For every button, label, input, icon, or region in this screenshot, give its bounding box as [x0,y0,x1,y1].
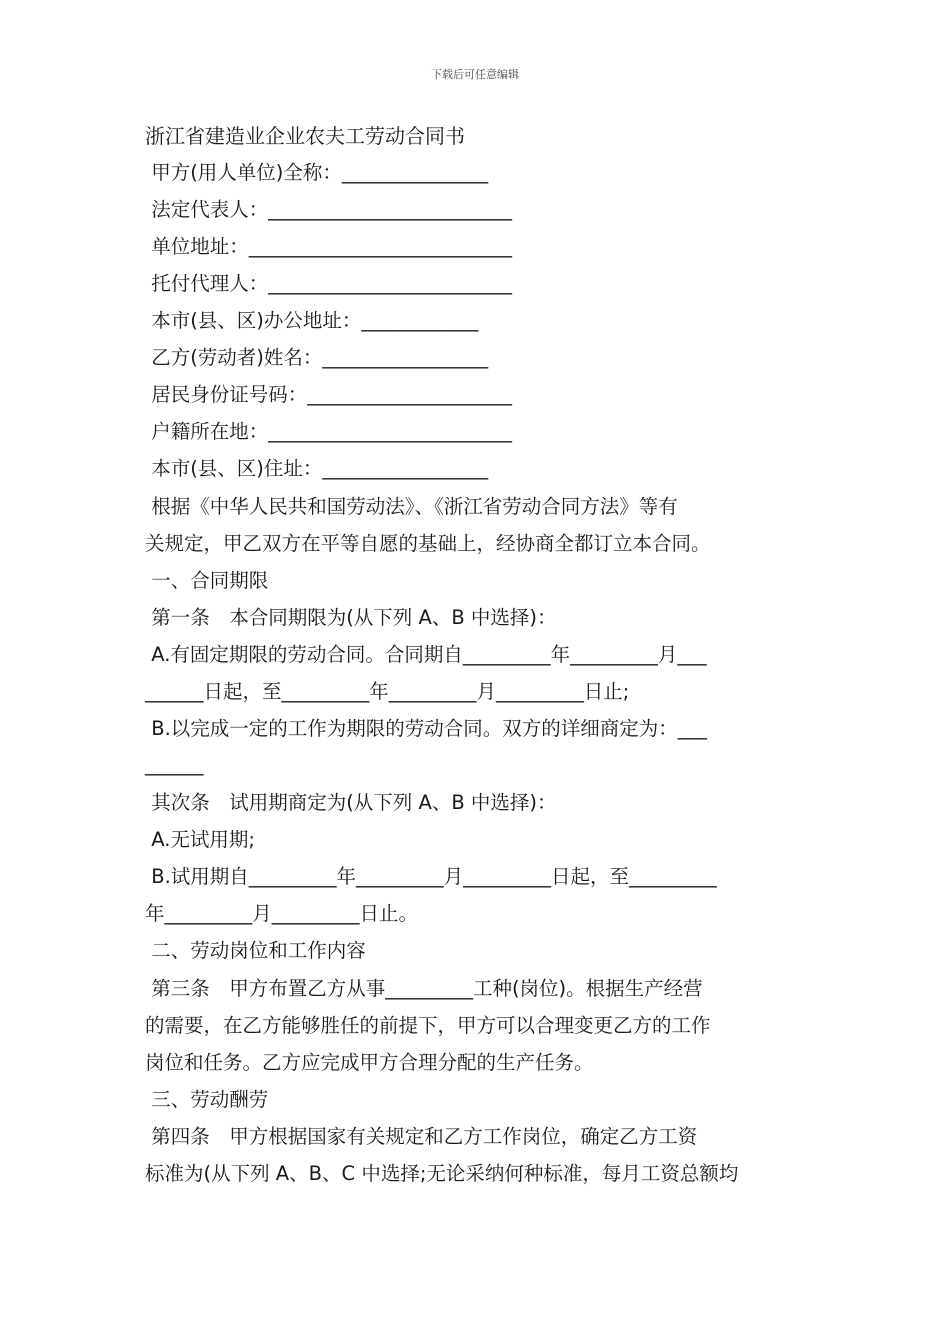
paragraph-line: A.无试用期; [145,828,255,851]
section-heading: 一、合同期限 [145,569,269,592]
article-line: 其次条 试用期商定为(从下列 A、B 中选择)： [145,791,557,814]
field-household-registration: 户籍所在地：_________________________ [145,420,512,443]
paragraph-line: 的需要，在乙方能够胜任的前提下，甲方可以合理变更乙方的工作 [145,1014,711,1037]
document-title: 浙江省建造业企业农夫工劳动合同书 [145,124,465,148]
field-agent: 托付代理人：_________________________ [145,272,512,295]
paragraph-line: B.试用期自_________年_________月_________日起，至_________ [145,865,717,888]
field-id-number: 居民身份证号码：_____________________ [145,383,512,406]
paragraph-line: 岗位和任务。乙方应完成甲方合理分配的生产任务。 [145,1051,594,1074]
section-heading: 二、劳动岗位和工作内容 [145,939,366,962]
paragraph-line: A.有固定期限的劳动合同。合同期自_________年_________月___ [145,643,707,666]
article-line: 第四条 甲方根据国家有关规定和乙方工作岗位，确定乙方工资 [145,1125,698,1148]
field-legal-representative: 法定代表人：_________________________ [145,198,512,221]
field-office-address: 本市(县、区)办公地址：____________ [145,309,479,332]
article-line: 第一条 本合同期限为(从下列 A、B 中选择)： [145,606,557,629]
field-worker-name: 乙方(劳动者)姓名：_________________ [145,346,489,369]
page-header-note: 下载后可任意编辑 [431,68,519,81]
field-unit-address: 单位地址：___________________________ [145,235,512,258]
paragraph-line: ______日起，至_________年_________月_________日止; [145,680,630,703]
paragraph-line: 关规定，甲乙双方在平等自愿的基础上，经协商全都订立本合同。 [145,532,711,555]
field-employer-name: 甲方(用人单位)全称：_______________ [145,161,489,184]
paragraph-line: ______ [145,753,204,776]
field-local-residence: 本市(县、区)住址：_________________ [145,457,489,480]
paragraph-line: 标准为(从下列 A、B、C 中选择;无论采纳何种标准，每月工资总额均 [145,1162,739,1185]
paragraph-line: 根据《中华人民共和国劳动法》、《浙江省劳动合同方法》等有 [145,495,678,518]
section-heading: 三、劳动酬劳 [145,1088,269,1111]
article-line: 第三条 甲方布置乙方从事_________工种(岗位)。根据生产经营 [145,977,703,1000]
paragraph-line: 年_________月_________日止。 [145,902,419,925]
paragraph-line: B.以完成一定的工作为期限的劳动合同。双方的详细商定为：___ [145,717,708,740]
